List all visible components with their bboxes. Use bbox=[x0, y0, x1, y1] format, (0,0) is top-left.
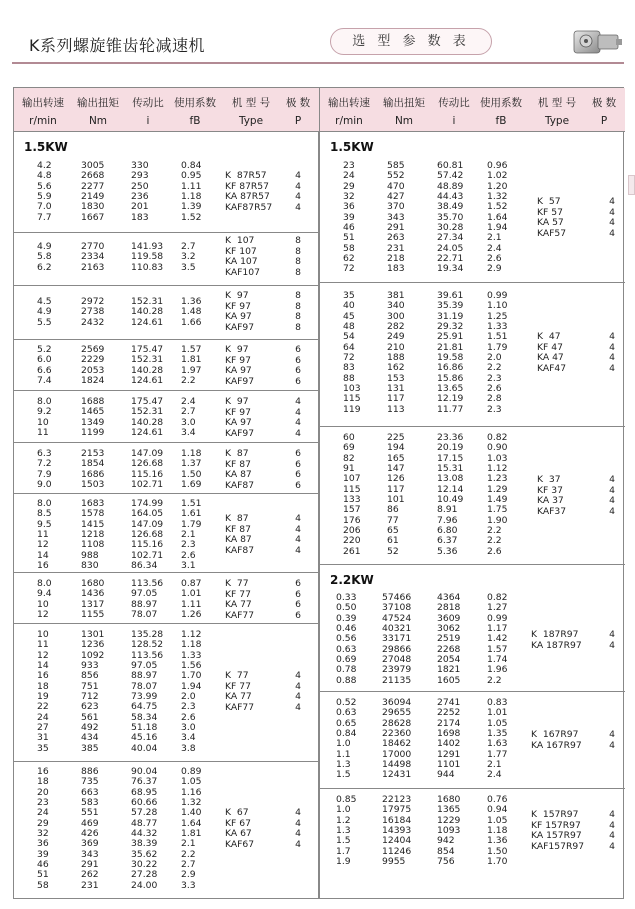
speed-cells: 8.0 9.2 10 11 bbox=[37, 396, 52, 439]
factor-cells: 1.12 1.18 1.33 1.56 1.70 1.94 2.0 2.3 2.6 3.0 3.4 3.8 bbox=[181, 629, 202, 754]
header-ratio: 传动比 i bbox=[132, 97, 164, 127]
factor-cells: 2.7 3.2 3.5 bbox=[181, 241, 196, 273]
torque-cells: 3005 2668 2277 2149 1830 1667 bbox=[81, 160, 105, 223]
header-speed: 输出转速 r/min bbox=[22, 97, 64, 127]
torque-cells: 22123 17975 16184 14393 12404 11246 9955 bbox=[382, 794, 412, 868]
row-separator bbox=[320, 282, 625, 283]
header-model: 机 型 号 Type bbox=[231, 97, 271, 127]
row-separator bbox=[14, 442, 319, 443]
speed-cells: 16 18 20 23 24 29 32 36 39 46 51 58 bbox=[37, 766, 49, 891]
speed-cells: 0.52 0.63 0.65 0.84 1.0 1.1 1.3 1.5 bbox=[336, 697, 357, 781]
row-separator bbox=[14, 572, 319, 573]
row-separator bbox=[320, 426, 625, 427]
row-separator bbox=[14, 761, 319, 762]
torque-cells: 2972 2738 2432 bbox=[81, 296, 105, 328]
torque-cells: 36094 29655 28628 22360 18462 17000 14498 12431 bbox=[382, 697, 412, 781]
ratio-cells: 60.81 57.42 48.89 44.43 38.49 35.70 30.28 27.34 24.05 22.71 19.34 bbox=[437, 160, 464, 275]
torque-cells: 225 194 165 147 126 117 101 86 77 65 61 52 bbox=[387, 432, 405, 557]
torque-cells: 1680 1436 1317 1155 bbox=[81, 578, 105, 621]
poles-cells: 4 4 bbox=[609, 729, 615, 751]
speed-cells: 4.2 4.8 5.6 5.9 7.0 7.7 bbox=[37, 160, 52, 223]
speed-cells: 23 24 29 32 36 39 46 51 58 62 72 bbox=[343, 160, 355, 275]
poles-cells: 4 4 4 4 bbox=[295, 396, 301, 439]
poles-cells: 4 4 4 4 bbox=[609, 331, 615, 374]
speed-cells: 0.33 0.50 0.39 0.46 0.56 0.63 0.69 0.78 0.88 bbox=[336, 592, 357, 686]
header-factor: 使用系数 fB bbox=[480, 97, 522, 127]
model-cells: K 37 KF 37 KA 37 KAF37 bbox=[537, 474, 567, 517]
poles-cells: 6 6 6 6 bbox=[295, 578, 301, 621]
poles-cells: 4 4 4 4 bbox=[295, 670, 301, 713]
model-cells: K 107 KF 107 KA 107 KAF107 bbox=[225, 235, 260, 278]
row-separator bbox=[14, 285, 319, 286]
factor-cells: 1.18 1.37 1.50 1.69 bbox=[181, 448, 202, 491]
model-cells: K 97 KF 97 KA 97 KAF97 bbox=[225, 396, 255, 439]
ratio-cells: 39.61 35.39 31.19 29.32 25.91 21.81 19.58 16.86 15.86 13.65 12.19 11.77 bbox=[437, 290, 464, 415]
model-cells: K 47 KF 47 KA 47 KAF47 bbox=[537, 331, 567, 374]
poles-cells: 4 4 4 4 bbox=[295, 170, 301, 213]
model-cells: K 187R97 KA 187R97 bbox=[531, 629, 582, 651]
poles-cells: 4 4 4 4 bbox=[609, 196, 615, 239]
selection-table bbox=[13, 87, 624, 899]
ratio-cells: 175.47 152.31 140.28 124.61 bbox=[131, 396, 164, 439]
ratio-cells: 175.47 152.31 140.28 124.61 bbox=[131, 344, 164, 387]
row-separator bbox=[14, 232, 319, 233]
header-factor: 使用系数 fB bbox=[174, 97, 216, 127]
speed-cells: 8.0 8.5 9.5 11 12 14 16 bbox=[37, 498, 52, 572]
header-poles: 极 数 P bbox=[591, 97, 617, 127]
poles-cells: 4 4 4 4 bbox=[295, 513, 301, 556]
row-separator bbox=[14, 339, 319, 340]
torque-cells: 1301 1236 1092 933 856 751 712 623 561 492 434 385 bbox=[81, 629, 105, 754]
ratio-cells: 4364 2818 3609 3062 2519 2268 2054 1821 1605 bbox=[437, 592, 461, 686]
factor-cells: 1.51 1.61 1.79 2.1 2.3 2.6 3.1 bbox=[181, 498, 202, 572]
row-separator bbox=[14, 493, 319, 494]
row-separator bbox=[320, 691, 625, 692]
ratio-cells: 152.31 140.28 124.61 bbox=[131, 296, 164, 328]
row-separator bbox=[14, 623, 319, 624]
gear-reducer-icon bbox=[568, 19, 624, 59]
power-heading: 1.5KW bbox=[24, 140, 68, 154]
model-cells: K 67 KF 67 KA 67 KAF67 bbox=[225, 807, 255, 850]
model-cells: K 77 KF 77 KA 77 KAF77 bbox=[225, 670, 255, 713]
torque-cells: 2153 1854 1686 1503 bbox=[81, 448, 105, 491]
factor-cells: 0.89 1.05 1.16 1.32 1.40 1.64 1.81 2.1 2.2 2.7 2.9 3.3 bbox=[181, 766, 202, 891]
factor-cells: 1.57 1.81 1.97 2.2 bbox=[181, 344, 202, 387]
row-separator bbox=[14, 390, 319, 391]
header-ratio: 传动比 i bbox=[438, 97, 470, 127]
poles-cells: 4 4 bbox=[609, 629, 615, 651]
model-cells: K 57 KF 57 KA 57 KAF57 bbox=[537, 196, 567, 239]
poles-cells: 4 4 4 4 bbox=[609, 809, 615, 852]
header-torque: 输出扭矩 Nm bbox=[383, 97, 425, 127]
torque-cells: 57466 37108 47524 40321 33171 29866 27048 23979 21135 bbox=[382, 592, 412, 686]
speed-cells: 10 11 12 14 16 18 19 22 24 27 31 35 bbox=[37, 629, 49, 754]
model-cells: K 157R97 KF 157R97 KA 157R97 KAF157R97 bbox=[531, 809, 585, 852]
torque-cells: 1688 1465 1349 1199 bbox=[81, 396, 105, 439]
speed-cells: 0.85 1.0 1.2 1.3 1.5 1.7 1.9 bbox=[336, 794, 357, 868]
row-separator bbox=[320, 788, 625, 789]
model-cells: K 87 KF 87 KA 87 KAF87 bbox=[225, 448, 255, 491]
ratio-cells: 113.56 97.05 88.97 78.07 bbox=[131, 578, 164, 621]
factor-cells: 0.96 1.02 1.20 1.32 1.52 1.64 1.94 2.1 2.4 2.6 2.9 bbox=[487, 160, 508, 275]
header-divider bbox=[12, 62, 624, 64]
header-poles: 极 数 P bbox=[285, 97, 311, 127]
poles-cells: 4 4 4 4 bbox=[609, 474, 615, 517]
table-header-left bbox=[14, 88, 319, 132]
model-cells: K 167R97 KA 167R97 bbox=[531, 729, 582, 751]
ratio-cells: 23.36 20.19 17.15 15.31 13.08 12.14 10.49 8.91 7.96 6.80 6.37 5.36 bbox=[437, 432, 464, 557]
power-heading: 2.2KW bbox=[330, 573, 374, 587]
model-cells: K 87R57 KF 87R57 KA 87R57 KAF87R57 bbox=[225, 170, 273, 213]
poles-cells: 8 8 8 8 bbox=[295, 235, 301, 278]
torque-cells: 886 735 663 583 551 469 426 369 343 291 262 231 bbox=[81, 766, 99, 891]
model-cells: K 77 KF 77 KA 77 KAF77 bbox=[225, 578, 255, 621]
speed-cells: 8.0 9.4 10 12 bbox=[37, 578, 52, 621]
ratio-cells: 90.04 76.37 68.95 60.66 57.28 48.77 44.32 38.39 35.62 30.22 27.28 24.00 bbox=[131, 766, 158, 891]
factor-cells: 0.82 0.90 1.03 1.12 1.23 1.29 1.49 1.75 1.90 2.2 2.2 2.6 bbox=[487, 432, 508, 557]
table-title-badge: 选 型 参 数 表 bbox=[330, 28, 492, 55]
page-edge-tab bbox=[628, 175, 635, 195]
speed-cells: 35 40 45 48 54 64 72 83 88 103 115 119 bbox=[343, 290, 361, 415]
speed-cells: 60 69 82 91 107 115 133 157 176 206 220 261 bbox=[343, 432, 361, 557]
torque-cells: 1683 1578 1415 1218 1108 988 830 bbox=[81, 498, 105, 572]
speed-cells: 5.2 6.0 6.6 7.4 bbox=[37, 344, 52, 387]
poles-cells: 4 4 4 4 bbox=[295, 807, 301, 850]
poles-cells: 6 6 6 6 bbox=[295, 448, 301, 491]
poles-cells: 6 6 6 6 bbox=[295, 344, 301, 387]
speed-cells: 6.3 7.2 7.9 9.0 bbox=[37, 448, 52, 491]
speed-cells: 4.5 4.9 5.5 bbox=[37, 296, 52, 328]
torque-cells: 2770 2334 2163 bbox=[81, 241, 105, 273]
speed-cells: 4.9 5.8 6.2 bbox=[37, 241, 52, 273]
header-model: 机 型 号 Type bbox=[537, 97, 577, 127]
ratio-cells: 147.09 126.68 115.16 102.71 bbox=[131, 448, 164, 491]
power-heading: 1.5KW bbox=[330, 140, 374, 154]
factor-cells: 0.99 1.10 1.25 1.33 1.51 1.79 2.0 2.2 2.3 2.6 2.8 2.3 bbox=[487, 290, 508, 415]
torque-cells: 585 552 470 427 370 343 291 263 231 218 183 bbox=[387, 160, 405, 275]
ratio-cells: 174.99 164.05 147.09 126.68 115.16 102.71 86.34 bbox=[131, 498, 164, 572]
ratio-cells: 2741 2252 2174 1698 1402 1291 1101 944 bbox=[437, 697, 461, 781]
poles-cells: 8 8 8 8 bbox=[295, 290, 301, 333]
ratio-cells: 135.28 128.52 113.56 97.05 88.97 78.07 73.99 64.75 58.34 51.18 45.16 40.04 bbox=[131, 629, 164, 754]
factor-cells: 0.76 0.94 1.05 1.18 1.36 1.50 1.70 bbox=[487, 794, 508, 868]
ratio-cells: 330 293 250 236 201 183 bbox=[131, 160, 149, 223]
header-speed: 输出转速 r/min bbox=[328, 97, 370, 127]
factor-cells: 1.36 1.48 1.66 bbox=[181, 296, 202, 328]
ratio-cells: 141.93 119.58 110.83 bbox=[131, 241, 164, 273]
factor-cells: 2.4 2.7 3.0 3.4 bbox=[181, 396, 196, 439]
factor-cells: 0.83 1.01 1.05 1.35 1.63 1.77 2.1 2.4 bbox=[487, 697, 508, 781]
model-cells: K 97 KF 97 KA 97 KAF97 bbox=[225, 290, 255, 333]
row-separator bbox=[320, 564, 625, 565]
factor-cells: 0.82 1.27 0.99 1.17 1.42 1.57 1.74 1.96 2.2 bbox=[487, 592, 508, 686]
header-torque: 输出扭矩 Nm bbox=[77, 97, 119, 127]
model-cells: K 87 KF 87 KA 87 KAF87 bbox=[225, 513, 255, 556]
factor-cells: 0.87 1.01 1.11 1.26 bbox=[181, 578, 202, 621]
table-header-right bbox=[320, 88, 625, 132]
model-cells: K 97 KF 97 KA 97 KAF97 bbox=[225, 344, 255, 387]
torque-cells: 2569 2229 2053 1824 bbox=[81, 344, 105, 387]
page-title: K系列螺旋锥齿轮减速机 bbox=[29, 36, 205, 55]
factor-cells: 0.84 0.95 1.11 1.18 1.39 1.52 bbox=[181, 160, 202, 223]
ratio-cells: 1680 1365 1229 1093 942 854 756 bbox=[437, 794, 461, 868]
torque-cells: 381 340 300 282 249 210 188 162 153 131 117 113 bbox=[387, 290, 405, 415]
